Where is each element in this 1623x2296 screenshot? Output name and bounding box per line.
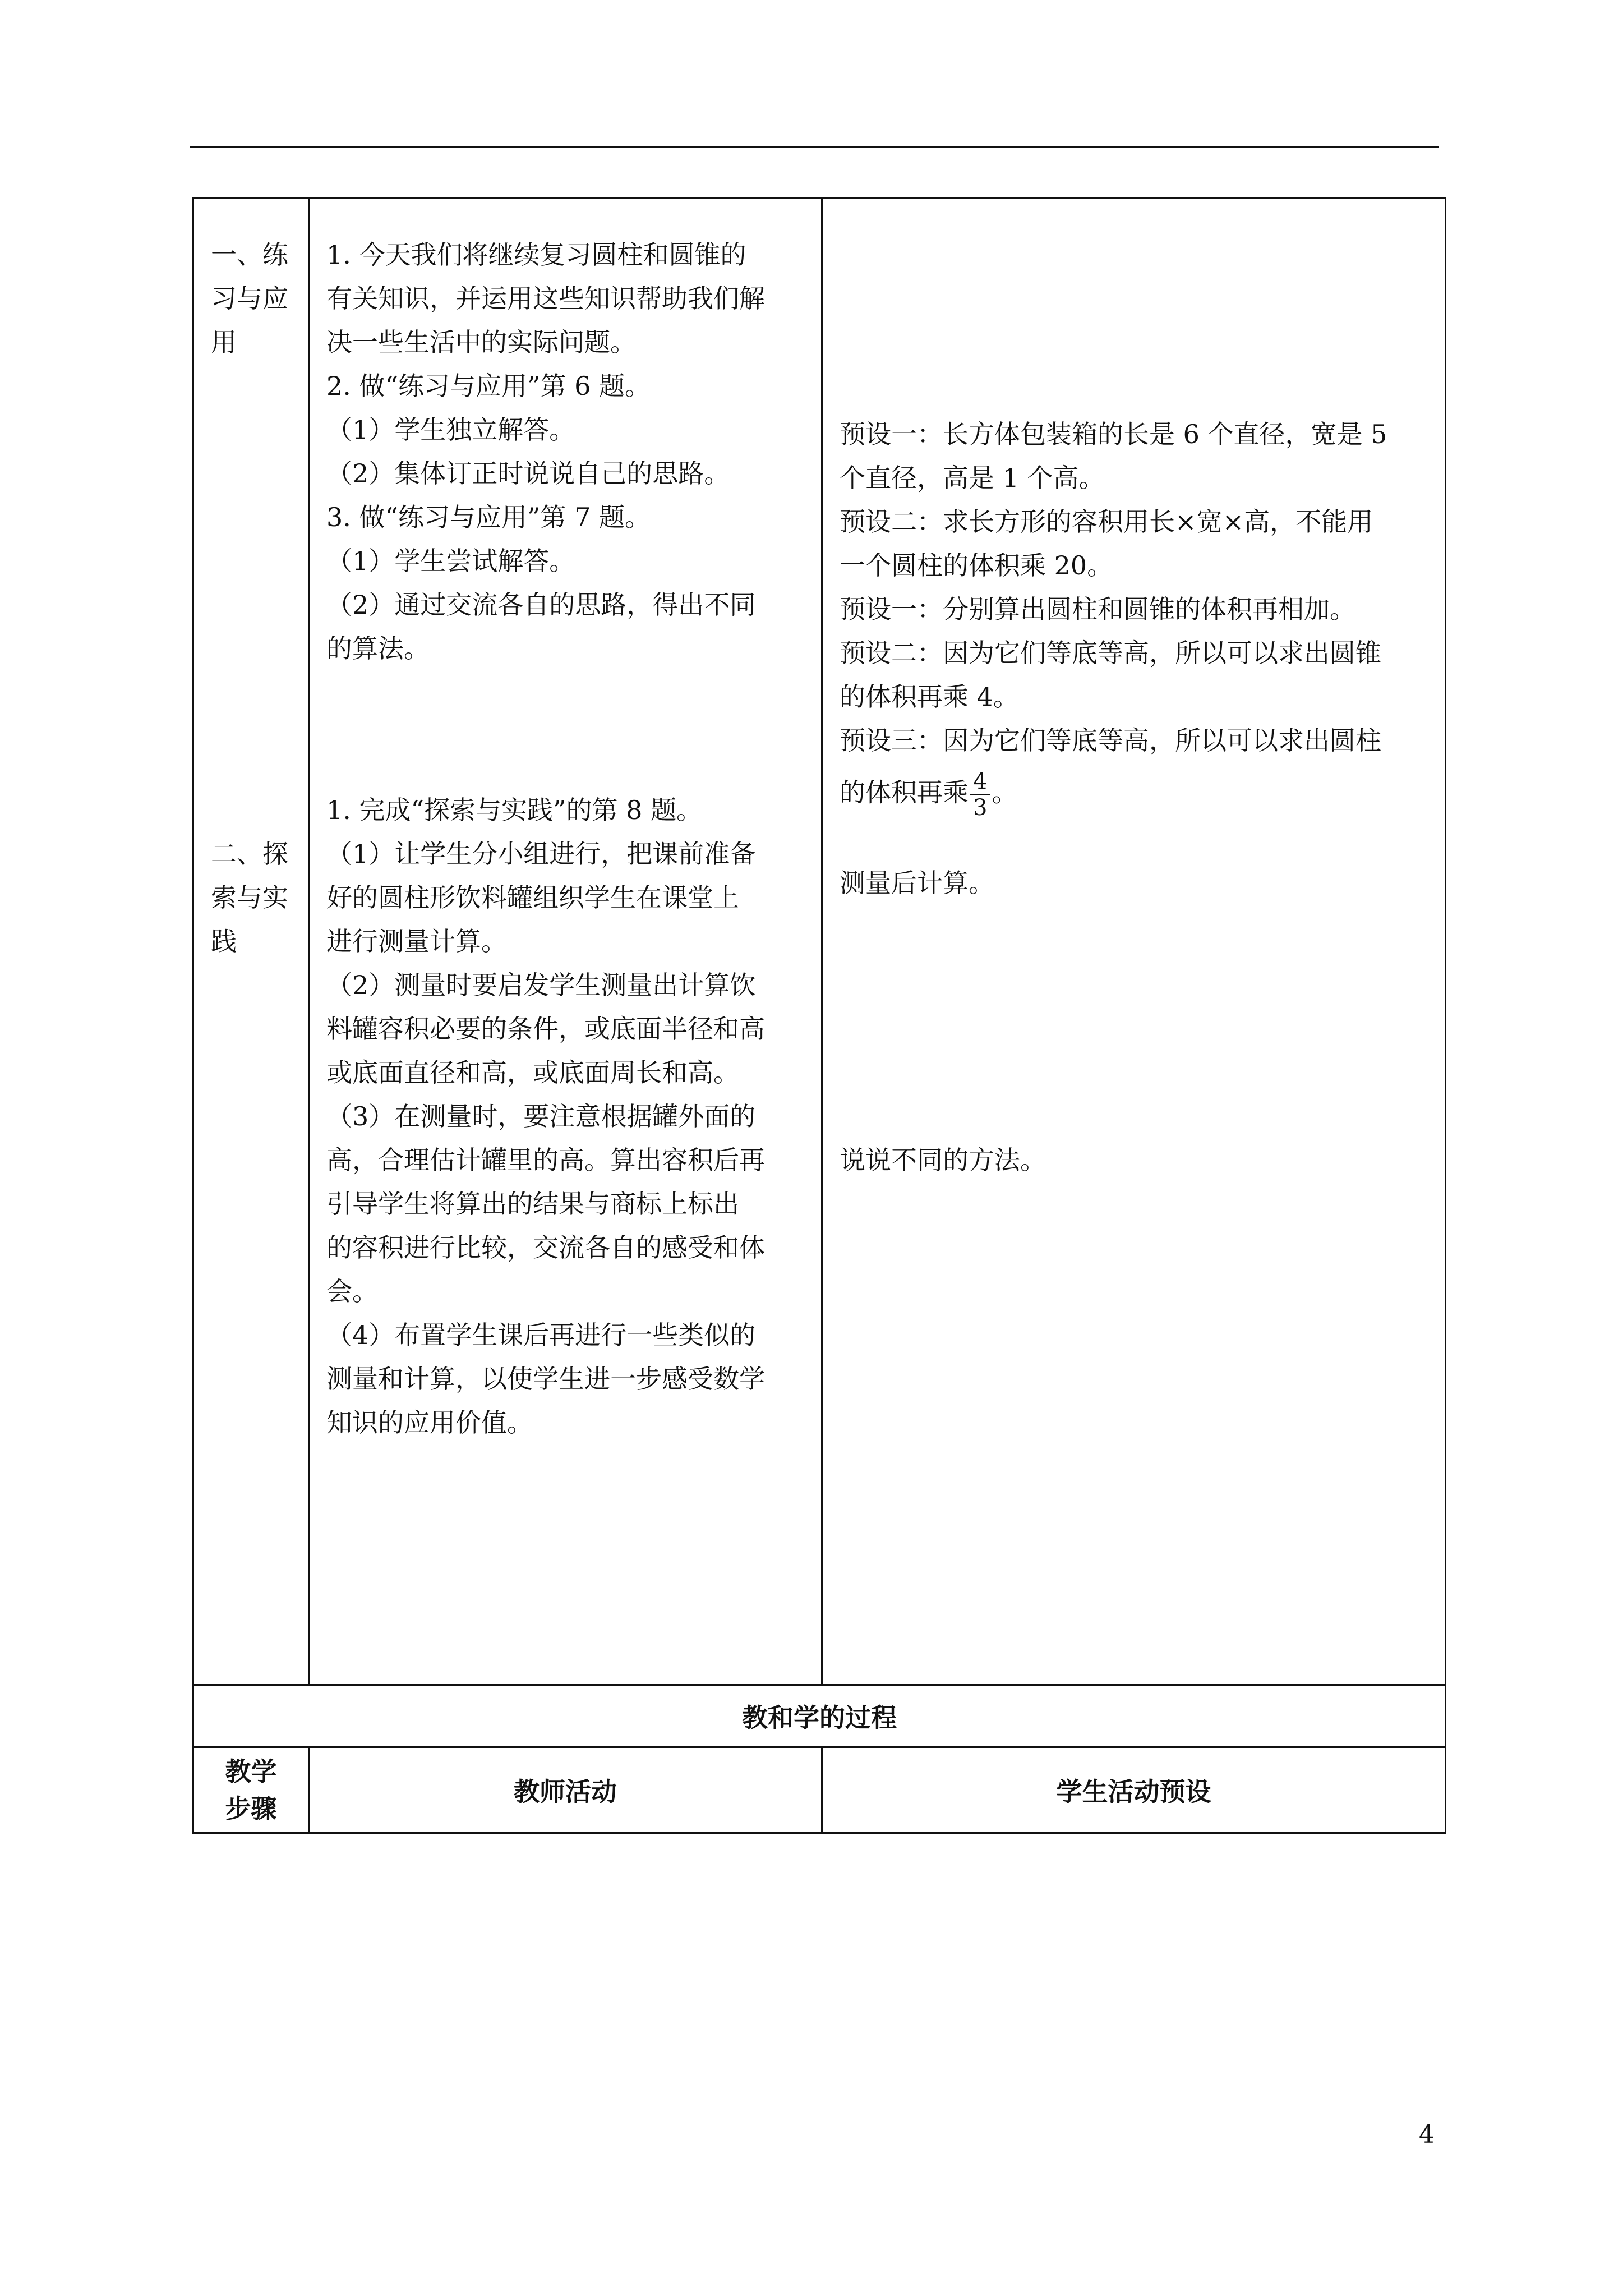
process-title: 教和学的过程 <box>742 1703 897 1733</box>
page-number: 4 <box>1419 2120 1435 2149</box>
fraction-denominator: 3 <box>973 795 988 821</box>
process-title-cell <box>193 1685 1446 1747</box>
student-header: 学生活动预设 <box>1056 1777 1211 1807</box>
column-header-row <box>193 1747 1446 1833</box>
teacher-line: （2）测量时要启发学生测量出计算饮 <box>326 970 756 1000</box>
student-line: 的体积再乘 4。 <box>840 682 1019 712</box>
student-methods-note: 说说不同的方法。 <box>840 1145 1046 1175</box>
student-header-cell <box>822 1747 1446 1833</box>
teacher-line: 料罐容积必要的条件，或底面半径和高 <box>326 1014 765 1044</box>
step-header <box>194 1753 308 1827</box>
step-label-explore <box>211 832 301 963</box>
teacher-column-cell <box>309 199 822 1685</box>
teacher-line: （2）通过交流各自的思路，得出不同 <box>326 590 756 620</box>
step-label-line: 习与应 <box>211 283 288 314</box>
teacher-line: （1）学生尝试解答。 <box>326 546 575 576</box>
teacher-line: 的算法。 <box>326 633 430 664</box>
teacher-line: （1）学生独立解答。 <box>326 415 575 445</box>
teacher-line: 会。 <box>326 1276 378 1306</box>
process-title-row <box>193 1685 1446 1747</box>
teacher-line: （1）让学生分小组进行，把课前准备 <box>326 839 756 869</box>
header-rule <box>190 146 1439 148</box>
step-label-line: 二、探 <box>211 839 288 869</box>
teacher-line: 引导学生将算出的结果与商标上标出 <box>326 1189 739 1219</box>
step-label-practice <box>211 233 301 364</box>
teacher-line: 决一些生活中的实际问题。 <box>326 327 636 357</box>
student-line: 预设一：长方体包装箱的长是 6 个直径，宽是 5 <box>840 419 1387 449</box>
teacher-line: （3）在测量时，要注意根据罐外面的 <box>326 1101 756 1131</box>
teacher-line: 1. 今天我们将继续复习圆柱和圆锥的 <box>326 240 746 270</box>
teacher-line: 有关知识，并运用这些知识帮助我们解 <box>326 283 765 314</box>
student-line: 一个圆柱的体积乘 20。 <box>840 550 1113 581</box>
fraction-line-prefix: 的体积再乘 <box>840 777 969 808</box>
teacher-header-cell <box>309 1747 822 1833</box>
student-line: 预设二：因为它们等底等高，所以可以求出圆锥 <box>840 638 1381 668</box>
teacher-line: 1. 完成“探索与实践”的第 8 题。 <box>326 795 703 825</box>
teacher-line: 或底面直径和高，或底面周长和高。 <box>326 1057 739 1088</box>
content-row <box>193 199 1446 1685</box>
step-label-line: 用 <box>211 327 237 357</box>
fraction-numerator: 4 <box>970 769 990 795</box>
teacher-line: （4）布置学生课后再进行一些类似的 <box>326 1320 756 1350</box>
student-line: 个直径，高是 1 个高。 <box>840 463 1105 493</box>
teacher-line: 进行测量计算。 <box>326 926 507 956</box>
teacher-line: （2）集体订正时说说自己的思路。 <box>326 458 730 489</box>
student-column-cell <box>822 199 1446 1685</box>
teacher-header: 教师活动 <box>514 1777 617 1807</box>
student-line: 预设二：求长方形的容积用长×宽×高，不能用 <box>840 507 1373 537</box>
student-measure-note: 测量后计算。 <box>840 868 994 898</box>
teacher-line: 好的圆柱形饮料罐组织学生在课堂上 <box>326 882 739 913</box>
fraction <box>970 769 990 820</box>
step-label-line: 一、练 <box>211 240 288 270</box>
step-label-line: 索与实 <box>211 882 288 913</box>
student-line: 预设三：因为它们等底等高，所以可以求出圆柱 <box>840 725 1381 756</box>
student-fraction-line <box>840 769 1017 820</box>
step-header-line: 教学 <box>225 1756 277 1787</box>
teacher-line: 的容积进行比较，交流各自的感受和体 <box>326 1232 765 1263</box>
step-column-cell <box>193 199 309 1685</box>
teacher-line: 3. 做“练习与应用”第 7 题。 <box>326 502 651 532</box>
teacher-line: 高，合理估计罐里的高。算出容积后再 <box>326 1145 765 1175</box>
step-header-cell <box>193 1747 309 1833</box>
lesson-table <box>192 197 1446 1834</box>
step-label-line: 践 <box>211 926 237 956</box>
fraction-line-suffix: 。 <box>992 777 1018 808</box>
student-line: 预设一：分别算出圆柱和圆锥的体积再相加。 <box>840 594 1355 624</box>
step-header-line: 步骤 <box>225 1793 277 1824</box>
teacher-line: 测量和计算，以使学生进一步感受数学 <box>326 1364 765 1394</box>
teacher-line: 2. 做“练习与应用”第 6 题。 <box>326 371 651 401</box>
teacher-line: 知识的应用价值。 <box>326 1407 533 1438</box>
